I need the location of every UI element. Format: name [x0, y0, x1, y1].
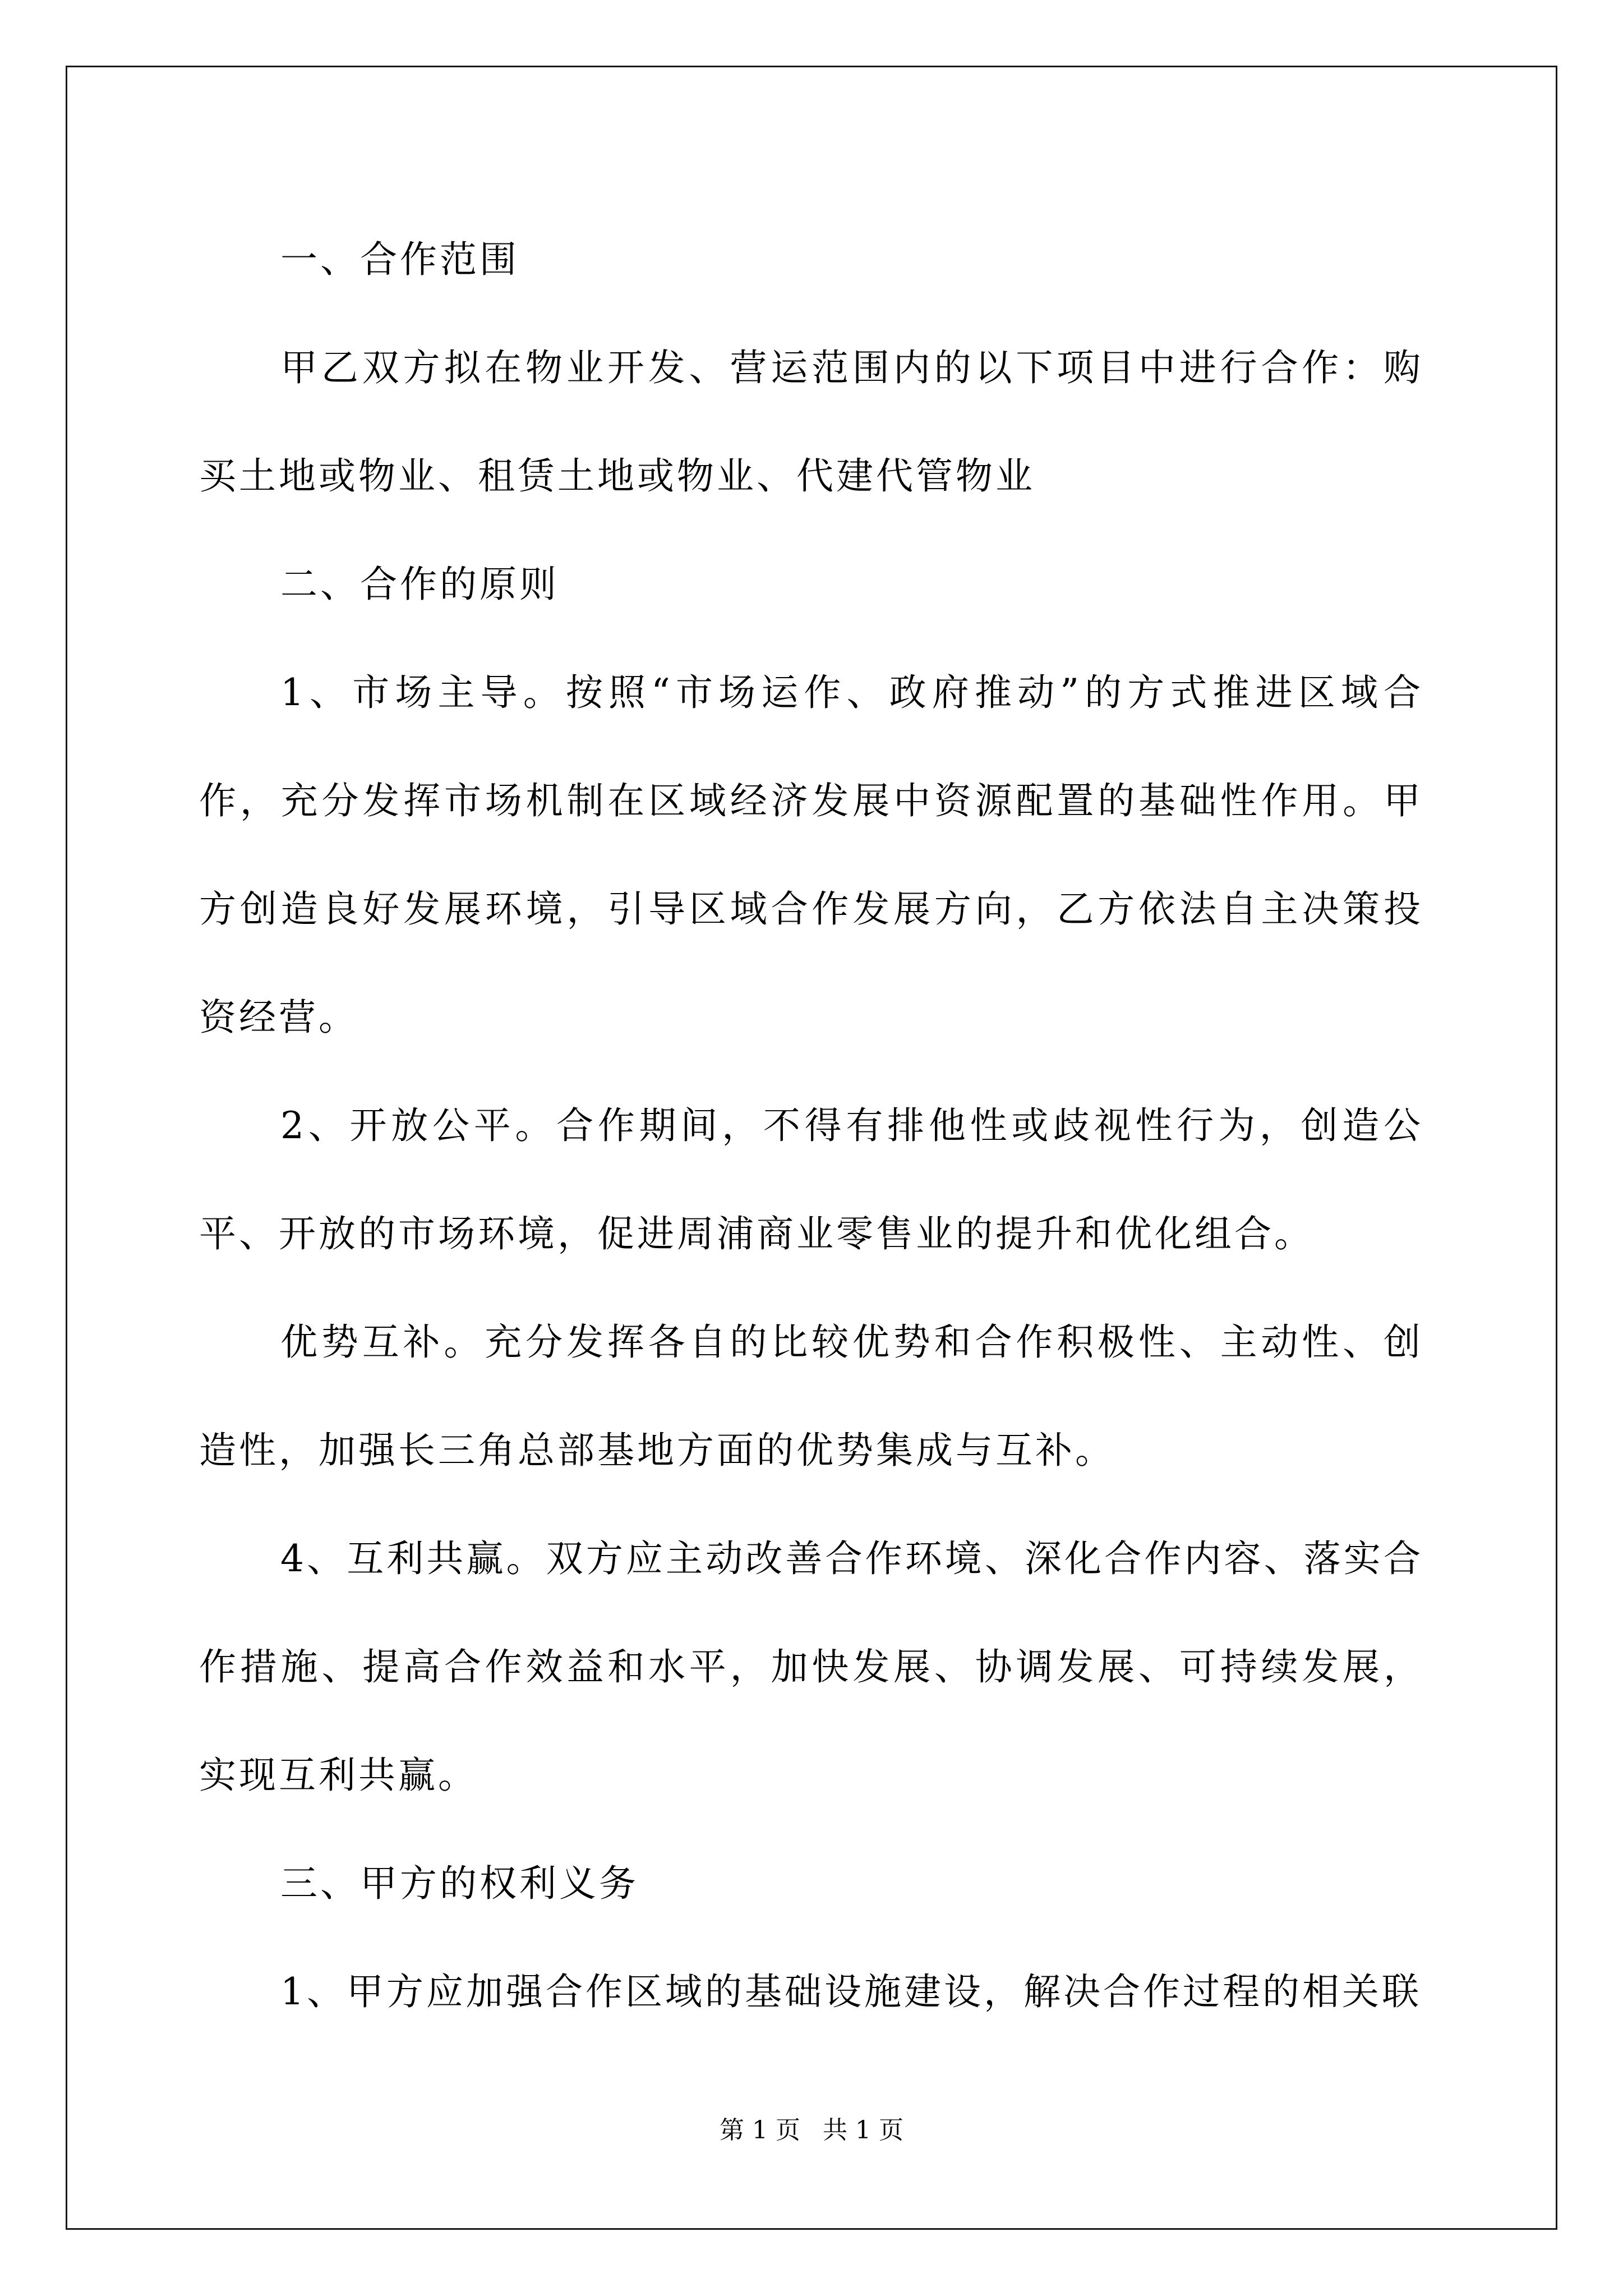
paragraph: 4、互利共赢。双方应主动改善合作环境、深化合作内容、落实合作措施、提高合作效益和水平，加快发展、协调发展、可持续发展，实现互利共赢。 [199, 1537, 1423, 1797]
paragraph: 1、甲方应加强合作区域的基础设施建设，解决合作过程的相关联 [280, 1970, 1422, 2013]
document-body [199, 205, 1423, 2046]
paragraph: 2、开放公平。合作期间，不得有排他性或歧视性行为，创造公平、开放的市场环境，促进周浦商业零售业的提升和优化组合。 [199, 1104, 1423, 1255]
page-footer [0, 2114, 1623, 2147]
page-total: 共 1 页 [823, 2116, 903, 2145]
section-heading-2: 二、合作的原则 [280, 563, 559, 606]
paragraph: 甲乙双方拟在物业开发、营运范围内的以下项目中进行合作：购买土地或物业、租赁土地或物业、代建代管物业 [199, 346, 1423, 498]
page-number: 第 1 页 [720, 2116, 800, 2145]
section-heading-3: 三、甲方的权利义务 [280, 1862, 639, 1905]
section-heading-1: 一、合作范围 [280, 238, 519, 281]
paragraph: 优势互补。充分发挥各自的比较优势和合作积极性、主动性、创造性，加强长三角总部基地方面的优势集成与互补。 [199, 1320, 1423, 1472]
paragraph: 1、市场主导。按照“市场运作、政府推动”的方式推进区域合作，充分发挥市场机制在区域经济发展中资源配置的基础性作用。甲方创造良好发展环境，引导区域合作发展方向，乙方依法自主决策投资经营。 [199, 671, 1423, 1039]
